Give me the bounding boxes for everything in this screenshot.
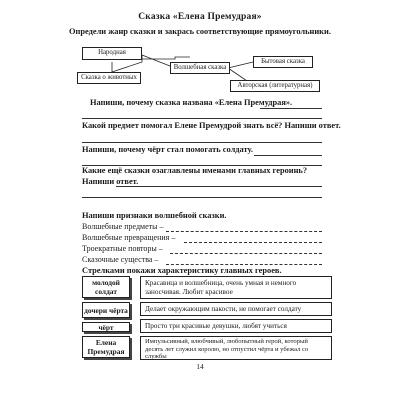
- genre-box-folk[interactable]: Народная: [82, 47, 142, 60]
- sign-answer-line[interactable]: [166, 231, 322, 232]
- sign-label: Троекратные повторы –: [82, 244, 163, 253]
- page-number: 14: [196, 362, 204, 371]
- genre-box-magic[interactable]: Волшебная сказка: [170, 62, 230, 74]
- hero-box-devil[interactable]: [82, 322, 130, 332]
- page-title: Сказка «Елена Премудрая»: [138, 12, 262, 22]
- task-other-tales: Какие ещё сказки озаглавлены именами главных героинь? Напиши ответ.: [82, 166, 308, 186]
- hero-label: Елена Премудрая: [87, 338, 125, 356]
- answer-line[interactable]: [82, 197, 322, 198]
- description-box[interactable]: Просто три красивые девушки, любят учиться: [140, 319, 332, 333]
- task-magic-signs: Напиши признаки волшебной сказки.: [82, 211, 227, 220]
- hero-box-soldier[interactable]: [82, 276, 130, 298]
- description-box[interactable]: Импульсивный, влюбчивый, любопытный герой, который десять лет служил королю, но отпустил чёрта и убежал со службы: [140, 336, 332, 360]
- task-genre: Определи жанр сказки и закрась соответствующие прямоугольники.: [69, 27, 331, 36]
- hero-label: дочери чёрта: [84, 305, 128, 315]
- sign-label: Волшебные предметы –: [82, 222, 164, 231]
- sign-label: Волшебные превращения –: [82, 233, 176, 242]
- hero-box-devil-daughters[interactable]: [82, 302, 130, 318]
- genre-box-everyday[interactable]: Бытовая сказка: [253, 56, 313, 68]
- hero-label: молодой солдат: [92, 278, 120, 296]
- answer-line[interactable]: [82, 118, 322, 119]
- sign-answer-line[interactable]: [184, 242, 322, 243]
- sign-answer-line[interactable]: [166, 264, 322, 265]
- sign-label: Сказочные существа –: [82, 255, 159, 264]
- task-devil-help: Напиши, почему чёрт стал помогать солдату.: [82, 145, 253, 154]
- hero-box-elena[interactable]: [82, 336, 130, 358]
- genre-box-author[interactable]: Авторская (литературная): [230, 80, 320, 92]
- description-box[interactable]: Делает окружающим пакости, не помогает солдату: [140, 302, 332, 316]
- genre-box-animals[interactable]: Сказка о животных: [77, 72, 141, 84]
- answer-line[interactable]: [116, 186, 322, 187]
- task-helping-object: Какой предмет помогал Елене Премудрой знать всё? Напиши ответ.: [82, 121, 341, 130]
- task-heroes-arrows: Стрелками покажи характеристику главных героев.: [82, 266, 282, 275]
- answer-line[interactable]: [82, 142, 322, 143]
- answer-line[interactable]: [254, 155, 322, 156]
- hero-label: чёрт: [98, 322, 114, 332]
- answer-line[interactable]: [260, 108, 322, 109]
- description-box[interactable]: Красавица и волшебница, очень умная и немного заносчивая. Любит красивое: [140, 276, 332, 299]
- sign-answer-line[interactable]: [170, 253, 322, 254]
- task-why-title: Напиши, почему сказка названа «Елена Премудрая».: [90, 98, 293, 107]
